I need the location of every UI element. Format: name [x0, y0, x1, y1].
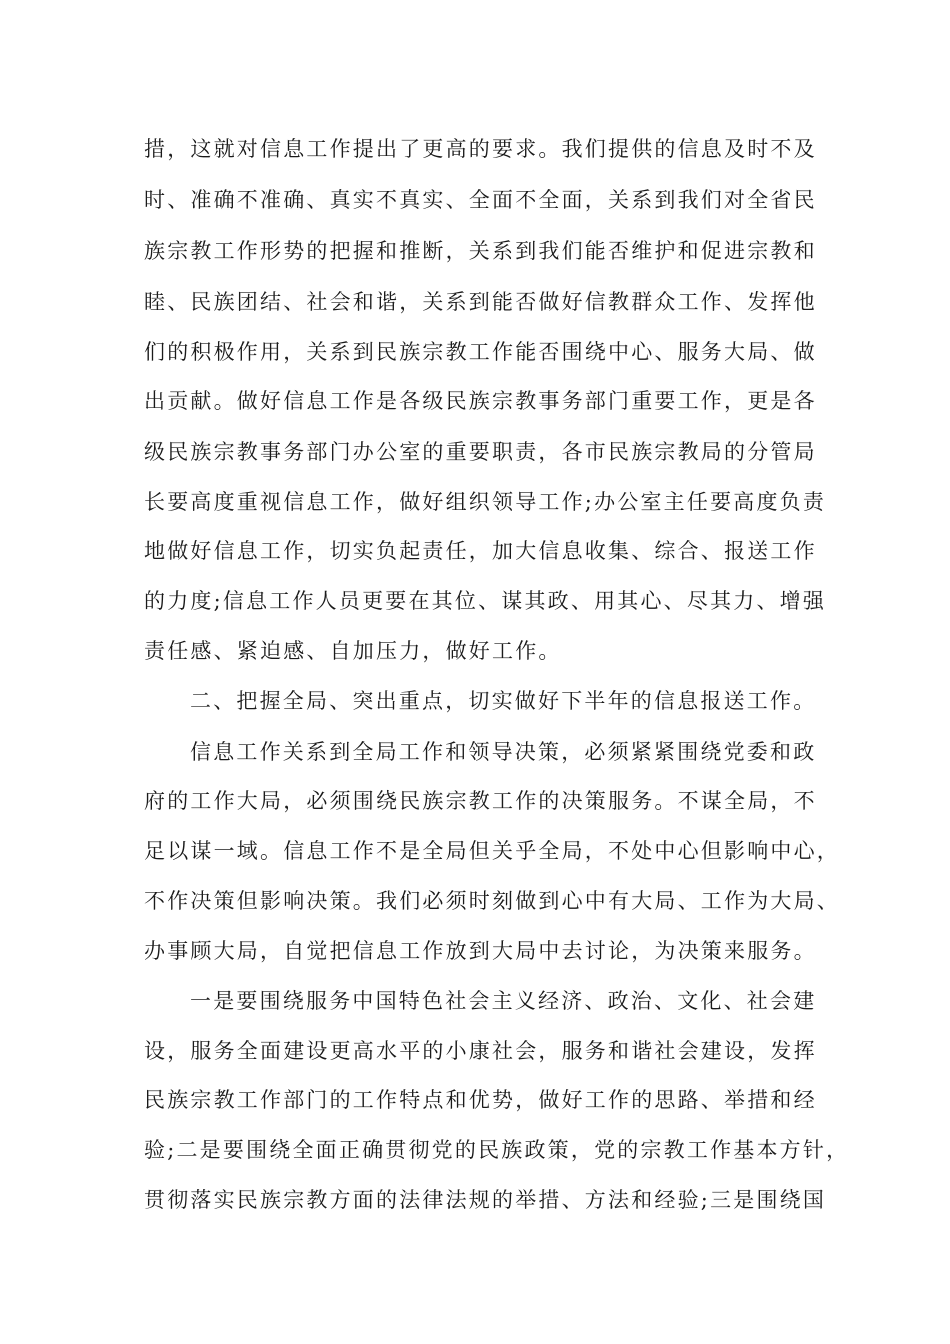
text-line: 府的工作大局，必须围绕民族宗教工作的决策服务。不谋全局，不	[144, 789, 817, 813]
text-line: 足以谋一域。信息工作不是全局但关乎全局，不处中心但影响中心，	[144, 839, 840, 863]
text-line: 办事顾大局，自觉把信息工作放到大局中去讨论，为决策来服务。	[144, 939, 817, 963]
text-line: 设，服务全面建设更高水平的小康社会，服务和谐社会建设，发挥	[144, 1039, 817, 1063]
text-line: 民族宗教工作部门的工作特点和优势，做好工作的思路、举措和经	[144, 1088, 817, 1112]
text-line: 族宗教工作形势的把握和推断，关系到我们能否维护和促进宗教和	[144, 239, 817, 263]
text-line: 地做好信息工作，切实负起责任，加大信息收集、综合、报送工作	[144, 539, 817, 563]
text-line: 的力度;信息工作人员更要在其位、谋其政、用其心、尽其力、增强	[144, 589, 827, 613]
text-line: 验;二是要围绕全面正确贯彻党的民族政策，党的宗教工作基本方针，	[144, 1138, 850, 1162]
text-line: 不作决策但影响决策。我们必须时刻做到心中有大局、工作为大局、	[144, 889, 840, 913]
text-line: 出贡献。做好信息工作是各级民族宗教事务部门重要工作，更是各	[144, 389, 817, 413]
text-line: 时、准确不准确、真实不真实、全面不全面，关系到我们对全省民	[144, 188, 817, 212]
text-line: 责任感、紧迫感、自加压力，做好工作。	[144, 639, 562, 663]
text-line: 信息工作关系到全局工作和领导决策，必须紧紧围绕党委和政	[190, 740, 817, 764]
text-line: 措，这就对信息工作提出了更高的要求。我们提供的信息及时不及	[144, 137, 817, 161]
text-line: 贯彻落实民族宗教方面的法律法规的举措、方法和经验;三是围绕国	[144, 1188, 827, 1212]
section-heading: 二、把握全局、突出重点，切实做好下半年的信息报送工作。	[190, 689, 817, 713]
text-line: 级民族宗教事务部门办公室的重要职责，各市民族宗教局的分管局	[144, 440, 817, 464]
text-line: 长要高度重视信息工作，做好组织领导工作;办公室主任要高度负责	[144, 490, 827, 514]
text-line: 们的积极作用，关系到民族宗教工作能否围绕中心、服务大局、做	[144, 340, 817, 364]
text-line: 一是要围绕服务中国特色社会主义经济、政治、文化、社会建	[190, 989, 817, 1013]
text-line: 睦、民族团结、社会和谐，关系到能否做好信教群众工作、发挥他	[144, 290, 817, 314]
